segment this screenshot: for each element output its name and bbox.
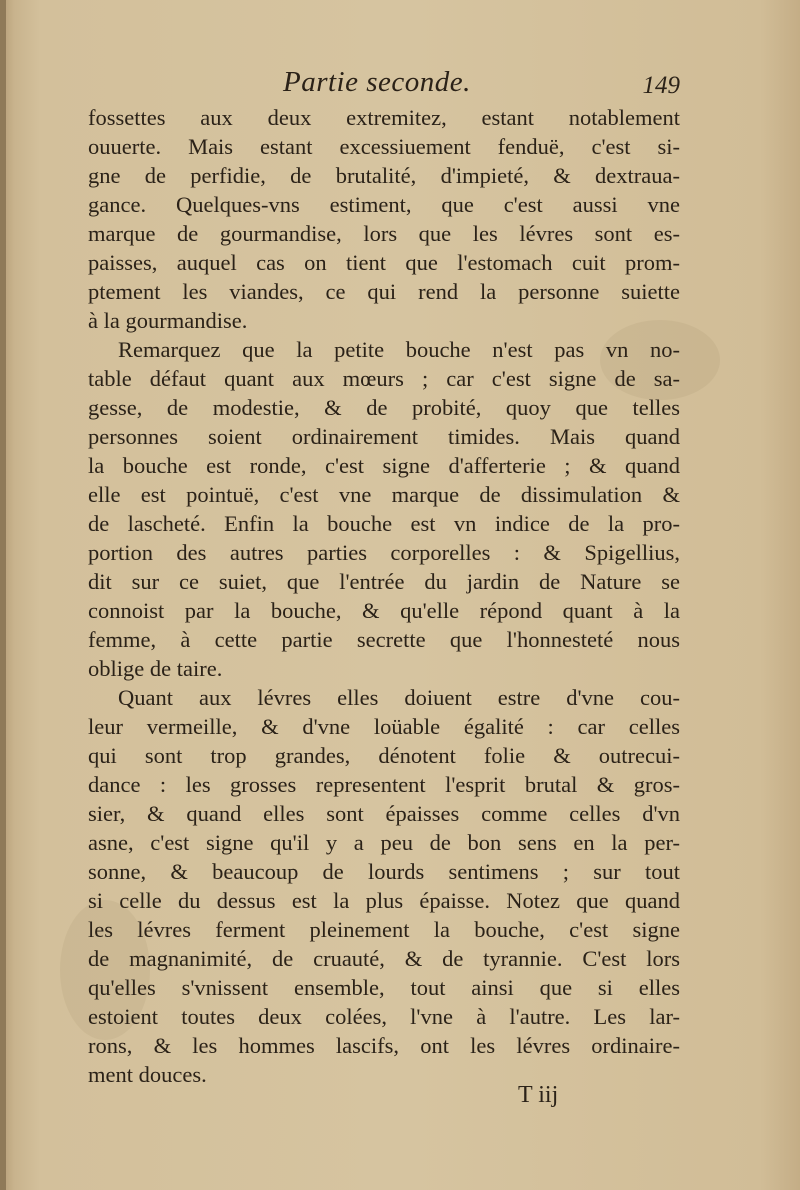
text-line: de lascheté. Enfin la bouche est vn indice de la pro- <box>88 511 680 536</box>
text-line: Remarquez que la petite bouche n'est pas vn no- <box>118 337 680 362</box>
body-text <box>88 103 680 1089</box>
text-line: table défaut quant aux mœurs ; car c'est signe de sa- <box>88 366 680 391</box>
signature-mark: T iij <box>518 1082 559 1108</box>
text-line: ouuerte. Mais estant excessiuement fenduë, c'est si- <box>88 134 680 159</box>
text-line: gne de perfidie, de brutalité, d'impieté, & dextraua- <box>88 163 680 188</box>
text-line: sonne, & beaucoup de lourds sentimens ; sur tout <box>88 859 680 884</box>
text-line: dit sur ce suiet, que l'entrée du jardin de Nature se <box>88 569 680 594</box>
text-line: dance : les grosses representent l'esprit brutal & gros- <box>88 772 680 797</box>
text-line: estoient toutes deux colées, l'vne à l'autre. Les lar- <box>88 1004 680 1029</box>
text-line: marque de gourmandise, lors que les lévres sont es- <box>88 221 680 246</box>
text-line: ment douces. <box>88 1062 207 1087</box>
text-line: sier, & quand elles sont épaisses comme celles d'vn <box>88 801 680 826</box>
page-gutter <box>0 0 6 1190</box>
text-line: asne, c'est signe qu'il y a peu de bon sens en la per- <box>88 830 680 855</box>
text-line: Quant aux lévres elles doiuent estre d'vne cou- <box>118 685 680 710</box>
text-line: gance. Quelques-vns estiment, que c'est aussi vne <box>88 192 680 217</box>
text-line: si celle du dessus est la plus épaisse. Notez que quand <box>88 888 680 913</box>
text-line: personnes soient ordinairement timides. Mais quand <box>88 424 680 449</box>
text-line: qui sont trop grandes, dénotent folie & outrecui- <box>88 743 680 768</box>
text-line: femme, à cette partie secrette que l'honnesteté nous <box>88 627 680 652</box>
text-line: qu'elles s'vnissent ensemble, tout ainsi que si elles <box>88 975 680 1000</box>
text-line: oblige de taire. <box>88 656 223 681</box>
running-title: Partie seconde. <box>283 66 471 98</box>
text-line: fossettes aux deux extremitez, estant notablement <box>88 105 680 130</box>
text-line: elle est pointuë, c'est vne marque de dissimulation & <box>88 482 680 507</box>
page-number: 149 <box>642 72 680 99</box>
text-line: à la gourmandise. <box>88 308 248 333</box>
text-line: connoist par la bouche, & qu'elle répond quant à la <box>88 598 680 623</box>
text-line: portion des autres parties corporelles : & Spigellius, <box>88 540 680 565</box>
text-line: la bouche est ronde, c'est signe d'afferterie ; & quand <box>88 453 680 478</box>
text-line: leur vermeille, & d'vne loüable égalité : car celles <box>88 714 680 739</box>
page-header <box>88 66 680 106</box>
text-line: ptement les viandes, ce qui rend la personne suiette <box>88 279 680 304</box>
text-line: gesse, de modestie, & de probité, quoy que telles <box>88 395 680 420</box>
text-line: paisses, auquel cas on tient que l'estomach cuit prom- <box>88 250 680 275</box>
text-line: les lévres ferment pleinement la bouche, c'est signe <box>88 917 680 942</box>
text-line: de magnanimité, de cruauté, & de tyrannie. C'est lors <box>88 946 680 971</box>
text-line: rons, & les hommes lascifs, ont les lévres ordinaire- <box>88 1033 680 1058</box>
